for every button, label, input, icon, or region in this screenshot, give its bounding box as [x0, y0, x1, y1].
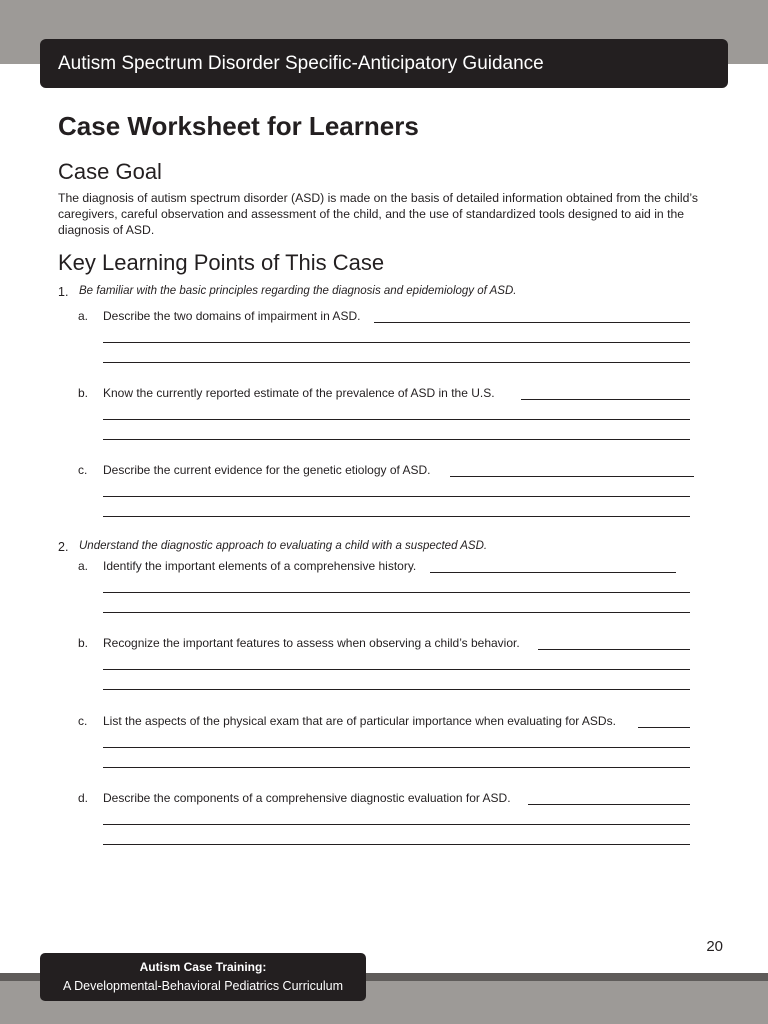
- question-letter: a.: [78, 559, 89, 573]
- objective-text: Understand the diagnostic approach to evaluating a child with a suspected ASD.: [79, 540, 488, 552]
- footer-title: Autism Case Training:: [139, 960, 267, 974]
- objective-text: Be familiar with the basic principles regarding the diagnosis and epidemiology of ASD.: [79, 285, 517, 297]
- answer-line[interactable]: [103, 689, 690, 690]
- footer-box: [40, 953, 366, 1001]
- answer-line[interactable]: [374, 322, 690, 323]
- answer-line[interactable]: [103, 767, 690, 768]
- answer-line[interactable]: [103, 419, 690, 420]
- answer-line[interactable]: [103, 592, 690, 593]
- answer-line[interactable]: [103, 824, 690, 825]
- header-bar: [40, 39, 728, 88]
- question-letter: b.: [78, 386, 89, 400]
- page-number: 20: [706, 938, 723, 955]
- answer-line[interactable]: [103, 439, 690, 440]
- objective-number: 2.: [58, 540, 69, 554]
- answer-line[interactable]: [103, 747, 690, 748]
- question-2d: [78, 791, 690, 851]
- question-1c: [78, 463, 690, 523]
- question-2b: [78, 636, 690, 696]
- question-text: Describe the current evidence for the genetic etiology of ASD.: [103, 463, 431, 477]
- answer-line[interactable]: [450, 476, 694, 477]
- answer-line[interactable]: [528, 804, 690, 805]
- question-text: Know the currently reported estimate of the prevalence of ASD in the U.S.: [103, 386, 495, 400]
- question-2c: [78, 714, 690, 774]
- page-title: Case Worksheet for Learners: [58, 111, 419, 141]
- answer-line[interactable]: [103, 362, 690, 363]
- question-text: Describe the components of a comprehensive diagnostic evaluation for ASD.: [103, 791, 511, 805]
- question-text: Recognize the important features to assess when observing a child’s behavior.: [103, 636, 520, 650]
- question-1a: [78, 309, 690, 369]
- answer-line[interactable]: [638, 727, 690, 728]
- answer-line[interactable]: [521, 399, 690, 400]
- question-letter: b.: [78, 636, 89, 650]
- header-title: Autism Spectrum Disorder Specific-Anticipatory Guidance: [58, 53, 544, 74]
- question-letter: c.: [78, 714, 88, 728]
- question-letter: d.: [78, 791, 89, 805]
- question-2a: [78, 559, 690, 619]
- question-letter: a.: [78, 309, 89, 323]
- answer-line[interactable]: [430, 572, 676, 573]
- answer-line[interactable]: [103, 612, 690, 613]
- key-points-heading: Key Learning Points of This Case: [58, 250, 385, 275]
- footer-subtitle: A Developmental-Behavioral Pediatrics Curriculum: [63, 979, 343, 993]
- answer-line[interactable]: [103, 844, 690, 845]
- question-text: Identify the important elements of a comprehensive history.: [103, 559, 417, 573]
- question-text: Describe the two domains of impairment in ASD.: [103, 309, 361, 323]
- answer-line[interactable]: [103, 496, 690, 497]
- question-letter: c.: [78, 463, 88, 477]
- question-text: List the aspects of the physical exam that are of particular importance when evaluating for ASDs.: [103, 714, 616, 728]
- case-goal-heading: Case Goal: [58, 159, 162, 184]
- objective-number: 1.: [58, 285, 69, 299]
- question-1b: [78, 386, 690, 446]
- answer-line[interactable]: [103, 669, 690, 670]
- answer-line[interactable]: [103, 342, 690, 343]
- case-goal-text: The diagnosis of autism spectrum disorder (ASD) is made on the basis of detailed information obtained from the child’s caregivers, careful observation and assessment of the child, and the use of standardized tools designed to aid in the diagnosis of ASD.: [58, 191, 698, 237]
- answer-line[interactable]: [538, 649, 690, 650]
- answer-line[interactable]: [103, 516, 690, 517]
